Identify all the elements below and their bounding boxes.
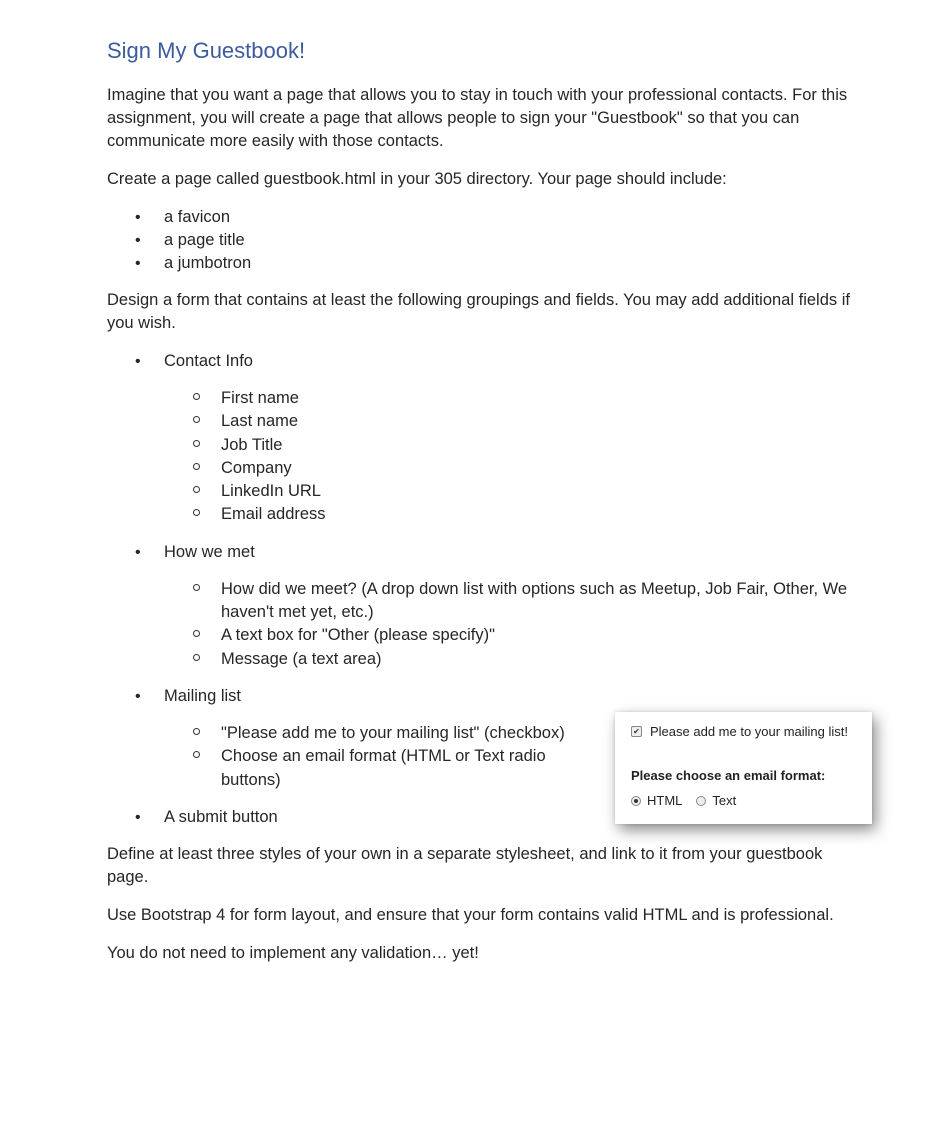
bullet-icon: • <box>135 543 141 561</box>
bullet-icon: • <box>135 687 141 705</box>
list-item: • a page title <box>107 229 867 252</box>
bullet-icon: • <box>135 232 141 249</box>
group-how-we-met <box>107 541 867 671</box>
group-label: Mailing list <box>164 686 242 705</box>
circle-bullet-icon <box>193 486 200 493</box>
radio-text-label: Text <box>712 793 737 808</box>
list-item: • a favicon <box>107 206 867 229</box>
list-item: Job Title <box>164 434 867 457</box>
list-item: Email address <box>164 503 867 526</box>
list-item: Last name <box>164 410 867 433</box>
validation-paragraph: You do not need to implement any validation… yet! <box>107 943 479 962</box>
group-contact-info <box>107 350 867 527</box>
design-paragraph: Design a form that contains at least the following groupings and fields. You may add additional fields if you wish. <box>107 291 850 332</box>
list-item: Company <box>164 457 867 480</box>
create-paragraph: Create a page called guestbook.html in your 305 directory. Your page should include: <box>107 170 727 188</box>
checkbox-checked-icon: ✔ <box>631 726 642 737</box>
bootstrap-paragraph: Use Bootstrap 4 for form layout, and ensure that your form contains valid HTML and is professional. <box>107 905 834 924</box>
list-item: First name <box>164 387 867 410</box>
bullet-icon: • <box>135 808 141 826</box>
circle-bullet-icon <box>193 751 200 758</box>
list-item: How did we meet? (A drop down list with options such as Meetup, Job Fair, Other, We haven't met yet, etc.) <box>164 578 867 625</box>
group-label: A submit button <box>164 807 278 826</box>
circle-bullet-icon <box>193 654 200 661</box>
list-item: LinkedIn URL <box>164 480 867 503</box>
list-item: • a jumbotron <box>107 252 867 275</box>
mailing-list-fields <box>164 722 574 792</box>
list-item: A text box for "Other (please specify)" <box>164 624 867 647</box>
group-label: How we met <box>164 542 255 561</box>
page-requirements-list <box>107 206 867 275</box>
radio-selected-icon <box>631 796 641 806</box>
email-format-label: Please choose an email format: <box>631 768 826 783</box>
circle-bullet-icon <box>193 728 200 735</box>
how-we-met-fields <box>164 578 867 671</box>
radio-html-label: HTML <box>647 793 683 808</box>
circle-bullet-icon <box>193 630 200 637</box>
circle-bullet-icon <box>193 440 200 447</box>
circle-bullet-icon <box>193 509 200 516</box>
radio-unselected-icon <box>696 796 706 806</box>
styles-paragraph: Define at least three styles of your own in a separate stylesheet, and link to it from your guestbook page. <box>107 844 823 886</box>
intro-paragraph: Imagine that you want a page that allows you to stay in touch with your professional contacts. For this assignment, you will create a page that allows people to sign your "Guestbook" so that you can communicate more easily with those contacts. <box>107 86 848 150</box>
bullet-icon: • <box>135 353 141 370</box>
mailing-list-checkbox-row <box>631 724 848 739</box>
list-item: Message (a text area) <box>164 648 867 671</box>
list-item: Choose an email format (HTML or Text radio buttons) <box>164 745 574 792</box>
mailing-list-example-figure <box>615 712 872 824</box>
circle-bullet-icon <box>193 416 200 423</box>
document-body <box>107 36 867 980</box>
list-item: "Please add me to your mailing list" (checkbox) <box>164 722 574 745</box>
circle-bullet-icon <box>193 393 200 400</box>
group-label: Contact Info <box>164 352 253 370</box>
bullet-icon: • <box>135 255 141 272</box>
page-title: Sign My Guestbook! <box>107 38 306 63</box>
bullet-icon: • <box>135 209 141 226</box>
checkbox-label: Please add me to your mailing list! <box>650 724 848 739</box>
circle-bullet-icon <box>193 463 200 470</box>
circle-bullet-icon <box>193 584 200 591</box>
email-format-radios <box>631 793 736 808</box>
contact-info-fields <box>164 387 867 527</box>
